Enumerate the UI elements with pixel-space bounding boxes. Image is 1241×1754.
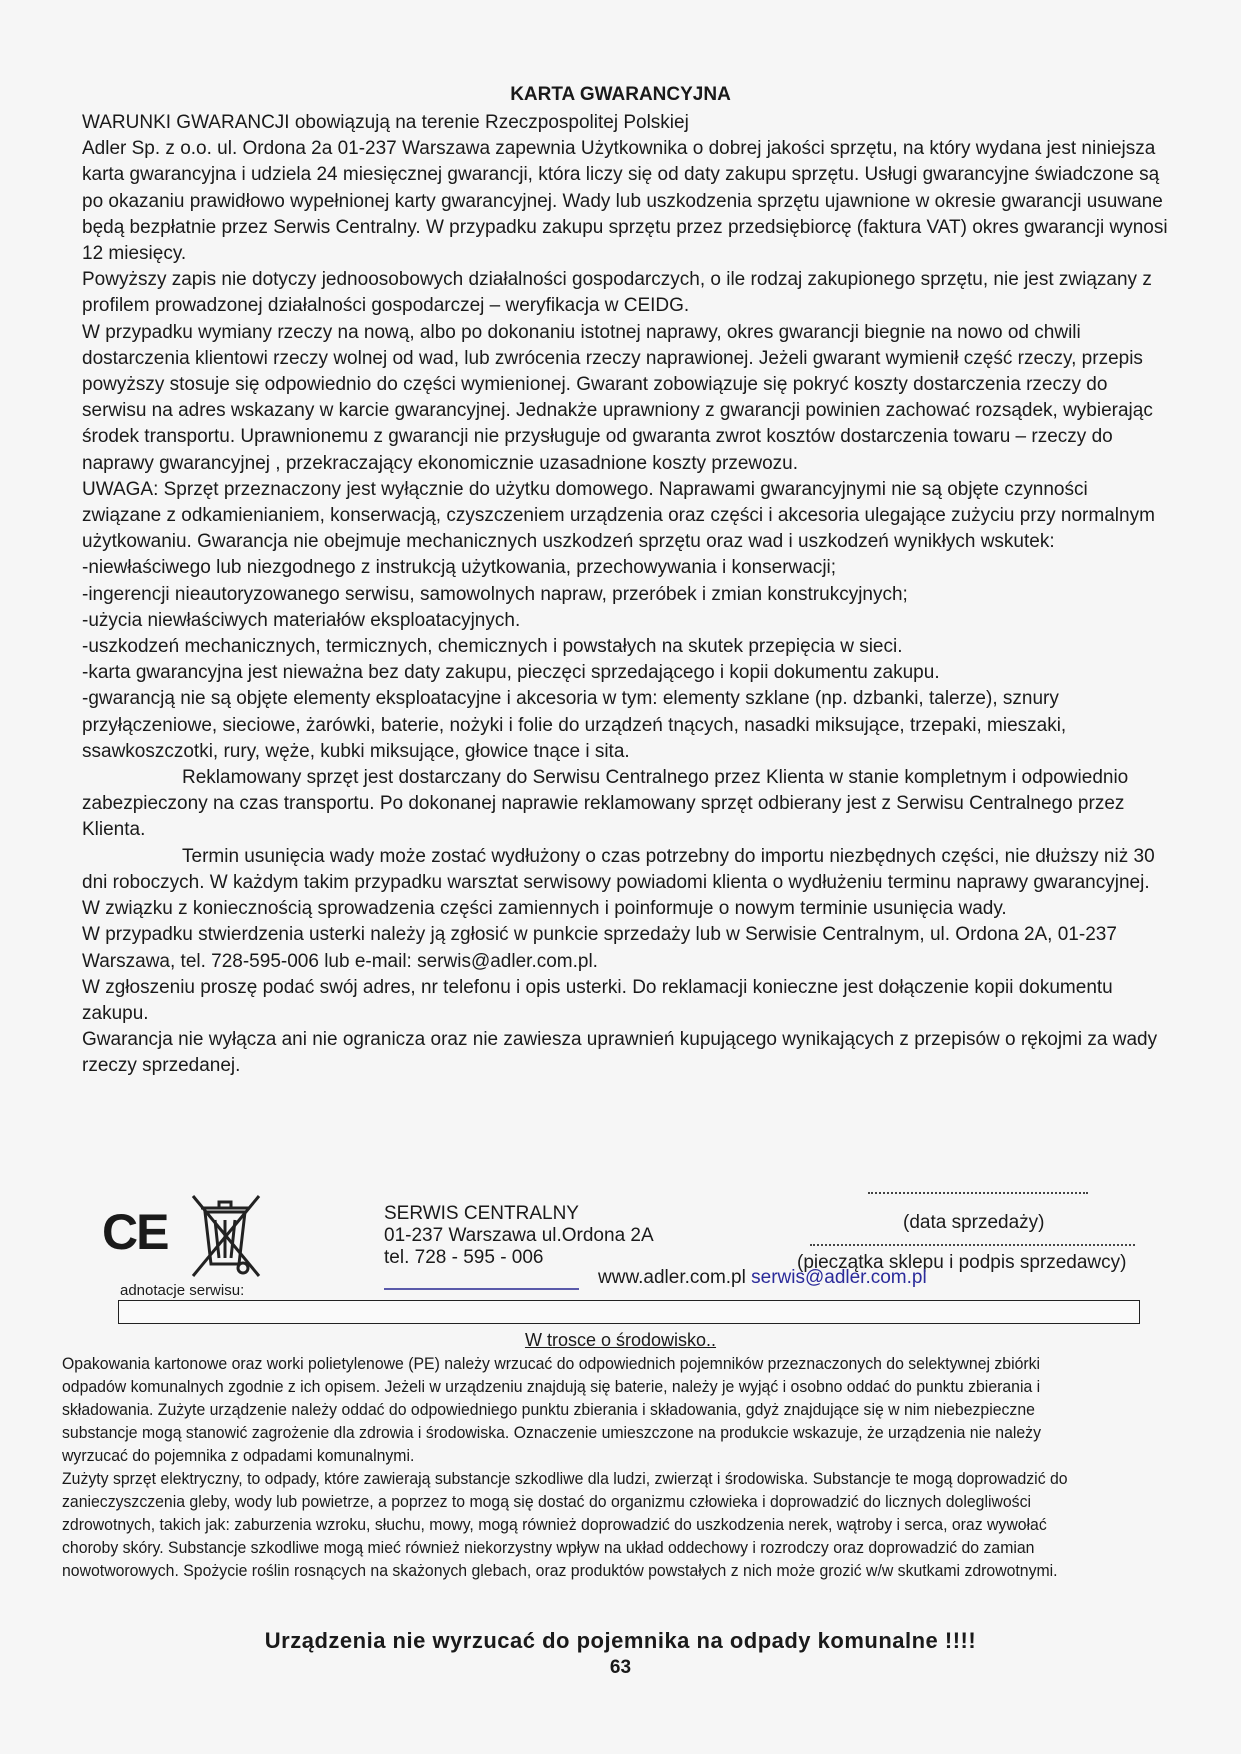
- service-center-name: SERWIS CENTRALNY: [384, 1203, 579, 1224]
- warranty-conditions: [82, 110, 1172, 1080]
- page-title: KARTA GWARANCYJNA: [510, 84, 731, 105]
- stamp-signature-label: (pieczątka sklepu i podpis sprzedawcy): [797, 1252, 1127, 1273]
- environment-paragraph: Zużyty sprzęt elektryczny, to odpady, które zawierają substancje szkodliwe dla ludzi, zwierząt i środowiska. Substancje te mogą doprowadzić do zanieczyszczenia gleby, wody lub powietrze, a poprzez to mogą się dostać do organizmu człowieka i doprowadzić do licznych dolegliwości zdrowotnych, takich jak: zaburzenia wzroku, słuchu, mowy, mogą również doprowadzić do uszkodzenia nerek, wątroby i serca, oraz wywołać choroby skóry. Substancje szkodliwe mogą mieć również niekorzystny wpływ na układ oddechowy i rozrodczy oraz doprowadzić do zamian nowotworowych. Spożycie roślin rosnących na skażonych glebach, oraz produktów powstałych z nich może grozić w/w skutkami zdrowotnymi.: [62, 1469, 1068, 1580]
- email-link[interactable]: serwis@adler.com.pl: [751, 1267, 927, 1288]
- service-center-info: [384, 1203, 654, 1269]
- warranty-paragraph: Gwarancja nie wyłącza ani nie ogranicza oraz nie zawiesza uprawnień kupującego wynikających z przepisów o rękojmi za wady rzeczy sprzedanej.: [82, 1029, 1158, 1077]
- exclusion-item: -niewłaściwego lub niezgodnego z instrukcją użytkowania, przechowywania i konserwacji;: [82, 557, 837, 579]
- warranty-paragraph: Termin usunięcia wady może zostać wydłużony o czas potrzebny do importu niezbędnych części, nie dłuższy niż 30 dni roboczych. W każdym takim przypadku warsztat serwisowy powiadomi klienta o wydłużeniu terminu naprawy gwarancyjnej. W związku z koniecznością sprowadzenia części zamiennych i poinformuje o nowym terminie usunięcia wady.: [82, 845, 1155, 920]
- sale-date-label: (data sprzedaży): [903, 1212, 1045, 1233]
- contact-links: [598, 1267, 927, 1289]
- service-center-phone: tel. 728 - 595 - 006: [384, 1247, 544, 1268]
- website-link[interactable]: www.adler.com.pl: [598, 1267, 746, 1288]
- crossed-out-bin-icon: [185, 1190, 265, 1280]
- exclusion-item: -uszkodzeń mechanicznych, termicznych, chemicznych i powstałych na skutek przepięcia w sieci.: [82, 636, 903, 658]
- warranty-paragraph: W przypadku stwierdzenia usterki należy ją zgłosić w punkcie sprzedaży lub w Serwisie Centralnym, ul. Ordona 2A, 01-237 Warszawa, tel. 728-595-006 lub e-mail: serwis@adler.com.pl.: [82, 924, 1117, 972]
- disposal-warning: Urządzenia nie wyrzucać do pojemnika na odpady komunalne !!!!: [264, 1628, 977, 1653]
- page-number: 63: [609, 1657, 632, 1678]
- warranty-paragraph: Powyższy zapis nie dotyczy jednoosobowych działalności gospodarczych, o ile rodzaj zakupionego sprzętu, nie jest związany z profilem prowadzonej działalności gospodarczej – weryfikacja w CEIDG.: [82, 269, 1152, 317]
- environment-paragraph: Opakowania kartonowe oraz worki polietylenowe (PE) należy wrzucać do odpowiednich pojemników przeznaczonych do selektywnej zbiórki odpadów komunalnych zgodnie z ich opisem. Jeżeli w urządzeniu znajdują się baterie, należy je wyjąć i osobno oddać do punktu zbierania i składowania. Zużyte urządzenie należy oddać do odpowiedniego punktu zbierania i składowania, gdyż znajdujące się w nim niebezpieczne substancje mogą stanowić zagrożenie dla zdrowia i środowiska. Oznaczenie umieszczone na produkcie wskazuje, że urządzenia nie należy wyrzucać do pojemnika z odpadami komunalnymi.: [62, 1354, 1041, 1465]
- warranty-header-line: WARUNKI GWARANCJI obowiązują na terenie Rzeczpospolitej Polskiej: [82, 112, 689, 133]
- exclusion-item: -ingerencji nieautoryzowanego serwisu, samowolnych napraw, przeróbek i zmian konstrukcyjnych;: [82, 583, 908, 605]
- stamp-dotted-line: [810, 1244, 1135, 1246]
- sale-date-dotted-line: [868, 1192, 1088, 1194]
- service-notes-box: [118, 1300, 1140, 1324]
- service-notes-label: adnotacje serwisu:: [120, 1282, 245, 1299]
- warranty-paragraph: UWAGA: Sprzęt przeznaczony jest wyłącznie do użytku domowego. Naprawami gwarancyjnymi nie są objęte czynności związane z odkamienianiem, konserwacją, czyszczeniem urządzenia oraz części i akcesoria ulegające zużyciu przy normalnym użytkowaniu. Gwarancja nie obejmuje mechanicznych uszkodzeń sprzętu oraz wad i uszkodzeń wynikłych wskutek:: [82, 478, 1155, 553]
- exclusion-item: -gwarancją nie są objęte elementy eksploatacyjne i akcesoria w tym: elementy szklane (np. dzbanki, talerze), sznury przyłączeniowe, sieciowe, żarówki, baterie, nożyki i folie do urządzeń tnących, nasadki miksujące, trzepaki, mieszaki, ssawkoszczotki, rury, węże, kubki miksujące, głowice tnące i sita.: [82, 688, 1067, 762]
- signature-line: [384, 1288, 579, 1290]
- environment-text: [62, 1352, 1094, 1582]
- warranty-paragraph: Reklamowany sprzęt jest dostarczany do Serwisu Centralnego przez Klienta w stanie kompletnym i odpowiednio zabezpieczony na czas transportu. Po dokonanej naprawie reklamowany sprzęt odbierany jest z Serwisu Centralnego przez Klienta.: [82, 767, 1129, 841]
- ce-mark-icon: CE: [102, 1204, 168, 1260]
- exclusion-item: -karta gwarancyjna jest nieważna bez daty zakupu, pieczęci sprzedającego i kopii dokumentu zakupu.: [82, 662, 940, 684]
- warranty-paragraph: W przypadku wymiany rzeczy na nową, albo po dokonaniu istotnej naprawy, okres gwarancji biegnie na nowo od chwili dostarczenia klientowi rzeczy wolnej od wad, lub zwrócenia rzeczy naprawionej. Jeżeli gwarant wymienił część rzeczy, przepis powyższy stosuje się odpowiednio do części wymienionej. Gwarant zobowiązuje się pokryć koszty dostarczenia rzeczy do serwisu na adres wskazany w karcie gwarancyjnej. Jednakże uprawniony z gwarancji powinien zachować rozsądek, wybierając środek transportu. Uprawnionemu z gwarancji nie przysługuje od gwaranta zwrot kosztów dostarczenia towaru – rzeczy do naprawy gwarancyjnej , przekraczający ekonomicznie uzasadnione koszty przewozu.: [82, 321, 1153, 474]
- warranty-paragraph: W zgłoszeniu proszę podać swój adres, nr telefonu i opis usterki. Do reklamacji konieczne jest dołączenie kopii dokumentu zakupu.: [82, 976, 1113, 1024]
- service-center-address: 01-237 Warszawa ul.Ordona 2A: [384, 1225, 654, 1246]
- exclusion-item: -użycia niewłaściwych materiałów eksploatacyjnych.: [82, 609, 521, 631]
- environment-title: W trosce o środowisko..: [524, 1330, 717, 1350]
- warranty-paragraph: Adler Sp. z o.o. ul. Ordona 2a 01-237 Warszawa zapewnia Użytkownika o dobrej jakości sprzętu, na który wydana jest niniejsza karta gwarancyjna i udziela 24 miesięcznej gwarancji, która liczy się od daty zakupu sprzętu. Usługi gwarancyjne świadczone są po okazaniu prawidłowo wypełnionej karty gwarancyjnej. Wady lub uszkodzenia sprzętu ujawnione w okresie gwarancji usuwane będą bezpłatnie przez Serwis Centralny. W przypadku zakupu sprzętu przez przedsiębiorcę (faktura VAT) okres gwarancji wynosi 12 miesięcy.: [82, 138, 1168, 265]
